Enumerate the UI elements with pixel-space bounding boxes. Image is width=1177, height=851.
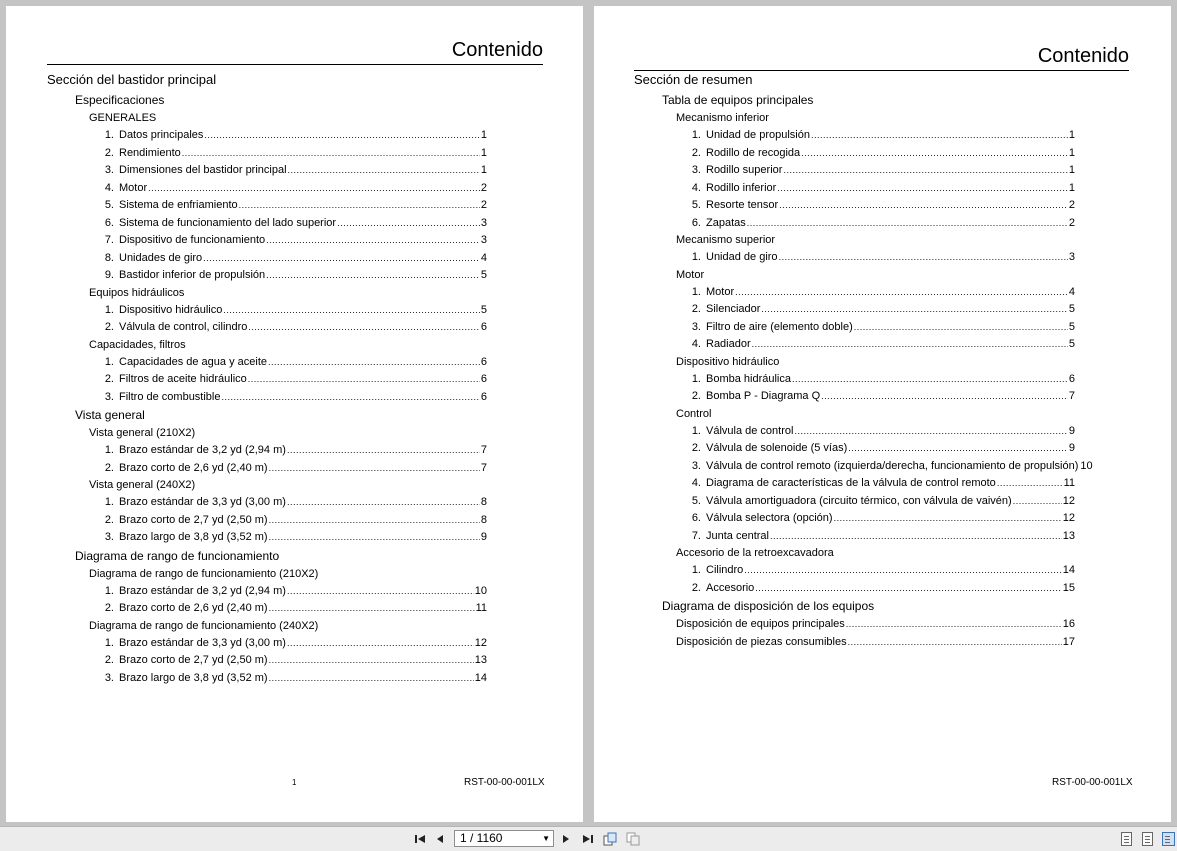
page-selector[interactable] [454, 830, 554, 847]
rotate-page-icon[interactable] [602, 831, 618, 847]
toc-entry[interactable] [634, 458, 1093, 476]
leader-dots [997, 475, 1063, 493]
entry-number: 9. [104, 269, 114, 281]
entry-page: 1 [480, 164, 487, 176]
leader-dots [266, 267, 480, 285]
entry-title: Válvula de solenoide (5 vías) [706, 442, 848, 454]
toc-entry[interactable] [634, 634, 1075, 652]
entry-title: Rendimiento [119, 146, 181, 159]
entry-number: 4. [691, 338, 701, 350]
entry-number: 7. [691, 529, 701, 542]
toc-entry[interactable] [634, 475, 1075, 493]
page-number: 1 [292, 778, 297, 787]
entry-number: 3. [691, 164, 701, 176]
entry-page: 2 [1068, 199, 1075, 211]
entry-page: 7 [480, 444, 487, 456]
entry-page: 17 [1062, 635, 1075, 648]
entry-page: 15 [1062, 581, 1075, 594]
entry-page: 6 [1068, 372, 1075, 385]
leader-dots [752, 336, 1068, 354]
entry-title: Válvula de control, cilindro [119, 321, 248, 333]
leader-dots [846, 616, 1062, 634]
toc-entry[interactable] [634, 528, 1075, 546]
entry-number: 1. [104, 584, 114, 597]
toc-entry[interactable] [47, 460, 487, 478]
toc-entry[interactable] [634, 319, 1075, 337]
entry-page: 9 [1068, 424, 1075, 437]
entry-title: Sistema de enfriamiento [119, 199, 238, 211]
chevron-down-icon: ▼ [542, 834, 550, 843]
entry-page: 10 [1080, 459, 1093, 472]
leader-dots [269, 460, 480, 478]
group-title: Mecanismo superior [676, 234, 776, 246]
page-title: Contenido [634, 45, 1129, 71]
subsection-title: Tabla de equipos principales [662, 93, 814, 107]
entry-title: Rodillo superior [706, 164, 783, 176]
leader-dots [801, 145, 1068, 163]
toc-entry[interactable] [47, 302, 487, 320]
group-title: GENERALES [89, 112, 157, 124]
entry-page: 8 [480, 513, 487, 526]
leader-dots [848, 440, 1068, 458]
leader-dots [811, 127, 1068, 145]
entry-page: 9 [1068, 442, 1075, 454]
toc-entry[interactable] [634, 180, 1075, 198]
entry-number: 6. [104, 216, 114, 229]
leader-dots [287, 583, 474, 601]
section-title: Sección del bastidor principal [47, 72, 217, 87]
entry-page: 5 [480, 303, 487, 316]
toc-entry[interactable] [634, 440, 1075, 458]
entry-title: Capacidades de agua y aceite [119, 355, 267, 368]
document-code: RST-00-00-001LX [464, 777, 545, 788]
leader-dots [761, 301, 1067, 319]
entry-title: Zapatas [706, 216, 746, 229]
entry-title: Brazo corto de 2,7 yd (2,50 m) [119, 654, 268, 666]
entry-title: Diagrama de características de la válvula de control remoto [706, 477, 996, 489]
entry-number: 1. [104, 496, 114, 508]
entry-page: 6 [480, 390, 487, 403]
toc-entry[interactable] [634, 336, 1075, 354]
leader-dots [794, 423, 1067, 441]
entry-number: 8. [104, 251, 114, 264]
single-page-view-icon[interactable] [1121, 832, 1132, 846]
entry-number: 5. [104, 199, 114, 211]
toc-entry[interactable] [634, 510, 1075, 528]
entry-title: Unidad de giro [706, 251, 778, 263]
entry-number: 4. [691, 477, 701, 489]
entry-number: 1. [104, 636, 114, 649]
entry-number: 1. [691, 564, 701, 576]
entry-title: Dimensiones del bastidor principal [119, 164, 287, 176]
entry-number: 4. [104, 181, 114, 194]
entry-number: 2. [691, 146, 701, 159]
toc-entry[interactable] [47, 512, 487, 530]
entry-title: Disposición de piezas consumibles [676, 635, 847, 648]
entry-title: Silenciador [706, 303, 761, 315]
entry-number: 2. [691, 303, 701, 315]
entry-title: Filtros de aceite hidráulico [119, 373, 247, 385]
entry-page: 9 [480, 531, 487, 543]
document-code: RST-00-00-001LX [1052, 777, 1133, 788]
entry-number: 3. [691, 459, 701, 472]
toc-entry[interactable] [47, 267, 487, 285]
leader-dots [288, 162, 480, 180]
leader-dots [777, 180, 1068, 198]
entry-number: 3. [691, 320, 701, 333]
toc-entry[interactable] [47, 389, 487, 407]
toc-entry[interactable] [47, 652, 487, 670]
group-title: Capacidades, filtros [89, 338, 186, 351]
right-page [594, 6, 1171, 822]
entry-page: 14 [1062, 564, 1075, 576]
toc-entry[interactable] [47, 162, 487, 180]
entry-page: 16 [1062, 618, 1075, 630]
entry-number: 2. [104, 602, 114, 614]
entry-number: 4. [691, 181, 701, 194]
entry-title: Brazo corto de 2,6 yd (2,40 m) [119, 461, 268, 474]
entry-page: 11 [1063, 477, 1075, 489]
entry-title: Válvula de control remoto (izquierda/derecha, funcionamiento de propulsión) [706, 459, 1079, 472]
toc-entry[interactable] [634, 388, 1075, 406]
leader-dots [821, 388, 1068, 406]
group-title: Control [676, 407, 712, 420]
group-title: Mecanismo inferior [676, 112, 769, 124]
entry-page: 7 [1068, 390, 1075, 402]
page-indicator: 1 / 1160 [460, 831, 503, 845]
leader-dots [755, 580, 1061, 598]
leader-dots [203, 250, 480, 268]
entry-page: 5 [1068, 320, 1075, 333]
entry-page: 5 [480, 269, 487, 281]
toc-entry[interactable] [634, 197, 1075, 215]
leader-dots [204, 127, 480, 145]
leader-dots [1013, 493, 1062, 511]
subsection-title: Especificaciones [75, 93, 165, 107]
entry-number: 6. [691, 216, 701, 229]
entry-number: 1. [691, 251, 701, 263]
toc-entry[interactable] [634, 284, 1075, 302]
toc-entry[interactable] [47, 145, 487, 163]
entry-number: 2. [104, 373, 114, 385]
entry-number: 1. [104, 355, 114, 368]
page-title: Contenido [47, 39, 543, 65]
toc-entry[interactable] [634, 301, 1075, 319]
entry-title: Brazo corto de 2,7 yd (2,50 m) [119, 513, 268, 526]
entry-title: Bastidor inferior de propulsión [119, 269, 266, 281]
toc-entry[interactable] [47, 354, 487, 372]
entry-page: 5 [1068, 338, 1075, 350]
entry-title: Sistema de funcionamiento del lado superior [119, 216, 337, 229]
entry-title: Bomba P - Diagrama Q [706, 390, 821, 402]
group-title: Vista general (240X2) [89, 479, 196, 491]
toc-entry[interactable] [47, 371, 487, 389]
toc-entry[interactable] [47, 494, 487, 512]
entry-number: 3. [104, 164, 114, 176]
entry-number: 2. [104, 321, 114, 333]
entry-title: Motor [119, 181, 148, 194]
entry-page: 1 [1068, 164, 1075, 176]
entry-title: Bomba hidráulica [706, 372, 791, 385]
left-page [6, 6, 583, 822]
prev-page-icon[interactable] [432, 831, 448, 847]
toc-entry[interactable] [47, 442, 487, 460]
entry-number: 2. [104, 146, 114, 159]
entry-page: 6 [480, 373, 487, 385]
leader-dots [269, 652, 474, 670]
entry-title: Brazo estándar de 3,3 yd (3,00 m) [119, 636, 286, 649]
entry-title: Filtro de aire (elemento doble) [706, 320, 853, 333]
toc-entry[interactable] [47, 127, 487, 145]
leader-dots [848, 634, 1062, 652]
entry-page: 14 [474, 671, 487, 684]
entry-page: 10 [474, 584, 487, 597]
subsection-title: Vista general [75, 408, 145, 422]
table-of-contents [47, 70, 487, 687]
entry-page: 12 [1062, 512, 1075, 524]
toc-entry[interactable] [47, 319, 487, 337]
entry-number: 2. [104, 461, 114, 474]
leader-dots [269, 529, 480, 547]
leader-dots [248, 319, 479, 337]
first-page-icon[interactable] [412, 831, 428, 847]
toc-entry[interactable] [47, 529, 487, 547]
entry-number: 1. [691, 372, 701, 385]
toc-entry[interactable] [47, 180, 487, 198]
toc-entry[interactable] [47, 250, 487, 268]
entry-number: 7. [104, 234, 114, 246]
entry-number: 1. [104, 129, 114, 141]
toc-entry[interactable] [47, 583, 487, 601]
entry-title: Válvula selectora (opción) [706, 512, 833, 524]
entry-page: 2 [480, 199, 487, 211]
leader-dots [182, 145, 480, 163]
toc-entry[interactable] [634, 162, 1075, 180]
entry-page: 7 [480, 461, 487, 474]
leader-dots [239, 197, 480, 215]
continuous-view-icon[interactable] [1142, 832, 1153, 846]
copy-page-icon[interactable] [625, 831, 641, 847]
entry-page: 8 [480, 496, 487, 508]
entry-title: Resorte tensor [706, 199, 779, 211]
entry-page: 1 [480, 129, 487, 141]
entry-page: 12 [474, 636, 487, 649]
entry-page: 1 [1068, 181, 1075, 194]
entry-title: Brazo estándar de 3,3 yd (3,00 m) [119, 496, 286, 508]
leader-dots [248, 371, 480, 389]
toc-entry[interactable] [634, 145, 1075, 163]
leader-dots [269, 600, 475, 618]
entry-page: 3 [1068, 251, 1075, 263]
group-title: Equipos hidráulicos [89, 286, 185, 299]
toc-entry[interactable] [47, 215, 487, 233]
leader-dots [770, 528, 1062, 546]
entry-number: 3. [104, 390, 114, 403]
group-title: Diagrama de rango de funcionamiento (240X2) [89, 619, 319, 632]
group-title: Accesorio de la retroexcavadora [676, 547, 834, 559]
last-page-icon[interactable] [580, 831, 596, 847]
leader-dots [287, 442, 480, 460]
toc-entry[interactable] [634, 562, 1075, 580]
entry-page: 4 [480, 251, 487, 264]
entry-title: Junta central [706, 529, 769, 542]
entry-title: Brazo estándar de 3,2 yd (2,94 m) [119, 444, 286, 456]
entry-page: 1 [480, 146, 487, 159]
entry-title: Cilindro [706, 564, 744, 576]
entry-page: 11 [475, 602, 487, 614]
entry-title: Brazo corto de 2,6 yd (2,40 m) [119, 602, 268, 614]
entry-number: 1. [104, 303, 114, 316]
leader-dots [744, 562, 1061, 580]
entry-page: 6 [480, 355, 487, 368]
entry-title: Rodillo de recogida [706, 146, 801, 159]
entry-page: 13 [474, 654, 487, 666]
leader-dots [287, 494, 480, 512]
entry-number: 6. [691, 512, 701, 524]
toc-entry[interactable] [634, 616, 1075, 634]
toc-entry[interactable] [634, 493, 1075, 511]
leader-dots [779, 249, 1068, 267]
toc-entry[interactable] [47, 670, 487, 688]
leader-dots [148, 180, 480, 198]
entry-page: 5 [1068, 303, 1075, 315]
entry-page: 3 [480, 216, 487, 229]
toc-entry[interactable] [634, 215, 1075, 233]
next-page-icon[interactable] [558, 831, 574, 847]
entry-title: Dispositivo hidráulico [119, 303, 223, 316]
toc-entry[interactable] [634, 249, 1075, 267]
entry-page: 13 [1062, 529, 1075, 542]
entry-number: 2. [691, 442, 701, 454]
entry-title: Radiador [706, 338, 751, 350]
entry-title: Válvula de control [706, 424, 794, 437]
entry-page: 6 [480, 321, 487, 333]
entry-title: Filtro de combustible [119, 390, 221, 403]
entry-number: 1. [104, 444, 114, 456]
leader-dots [834, 510, 1062, 528]
group-title: Vista general (210X2) [89, 427, 196, 439]
entry-title: Datos principales [119, 129, 204, 141]
entry-page: 2 [480, 181, 487, 194]
entry-number: 2. [104, 513, 114, 526]
leader-dots [735, 284, 1068, 302]
subsection-title: Diagrama de rango de funcionamiento [75, 548, 280, 563]
entry-number: 3. [104, 671, 114, 684]
leader-dots [268, 354, 480, 372]
entry-number: 5. [691, 494, 701, 507]
toc-entry[interactable] [634, 127, 1075, 145]
leader-dots [287, 635, 474, 653]
leader-dots [792, 371, 1068, 389]
leader-dots [783, 162, 1067, 180]
entry-number: 1. [691, 424, 701, 437]
leader-dots [269, 670, 474, 688]
entry-title: Unidades de giro [119, 251, 203, 264]
entry-number: 1. [691, 285, 701, 298]
entry-number: 5. [691, 199, 701, 211]
toc-entry[interactable] [47, 635, 487, 653]
entry-number: 2. [691, 390, 701, 402]
entry-title: Accesorio [706, 581, 755, 594]
entry-page: 12 [1062, 494, 1075, 507]
entry-number: 1. [691, 129, 701, 141]
leader-dots [266, 232, 480, 250]
entry-title: Motor [706, 285, 735, 298]
leader-dots [854, 319, 1068, 337]
viewer-toolbar [0, 826, 1177, 851]
toc-entry[interactable] [634, 423, 1075, 441]
entry-number: 3. [104, 531, 114, 543]
subsection-title: Diagrama de disposición de los equipos [662, 599, 875, 613]
leader-dots [269, 512, 480, 530]
entry-number: 2. [104, 654, 114, 666]
entry-title: Válvula amortiguadora (circuito térmico, con válvula de vaivén) [706, 494, 1012, 507]
entry-title: Unidad de propulsión [706, 129, 810, 141]
group-title: Motor [676, 268, 705, 281]
entry-title: Disposición de equipos principales [676, 618, 845, 630]
entry-page: 1 [1068, 146, 1075, 159]
leader-dots [337, 215, 480, 233]
entry-page: 3 [480, 234, 487, 246]
entry-page: 4 [1068, 285, 1075, 298]
group-title: Dispositivo hidráulico [676, 355, 780, 368]
leader-dots [747, 215, 1068, 233]
entry-title: Brazo largo de 3,8 yd (3,52 m) [119, 531, 268, 543]
entry-page: 1 [1068, 129, 1075, 141]
table-of-contents [634, 70, 1093, 651]
entry-title: Brazo estándar de 3,2 yd (2,94 m) [119, 584, 286, 597]
entry-title: Brazo largo de 3,8 yd (3,52 m) [119, 671, 268, 684]
toc-entry[interactable] [634, 371, 1075, 389]
entry-number: 2. [691, 581, 701, 594]
toc-entry[interactable] [634, 580, 1075, 598]
entry-page: 2 [1068, 216, 1075, 229]
two-page-view-icon[interactable] [1162, 832, 1175, 846]
leader-dots [223, 302, 480, 320]
group-title: Diagrama de rango de funcionamiento (210X2) [89, 567, 319, 580]
leader-dots [222, 389, 480, 407]
toc-entry[interactable] [47, 232, 487, 250]
entry-title: Dispositivo de funcionamiento [119, 234, 266, 246]
leader-dots [779, 197, 1068, 215]
section-title: Sección de resumen [634, 72, 753, 87]
toc-entry[interactable] [47, 600, 487, 618]
entry-title: Rodillo inferior [706, 181, 777, 194]
toc-entry[interactable] [47, 197, 487, 215]
